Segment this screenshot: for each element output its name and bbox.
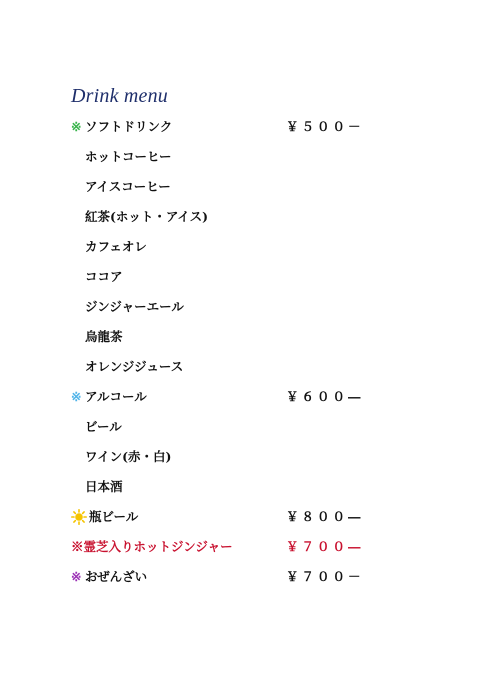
list-item	[0, 416, 495, 438]
list-item	[0, 236, 495, 258]
alcohol-item: ビール	[85, 419, 122, 434]
zenzai-row	[0, 566, 495, 588]
list-item	[0, 356, 495, 378]
ginger-row	[0, 536, 495, 558]
soft-drink-price: ￥５００－	[286, 119, 364, 134]
list-item	[0, 446, 495, 468]
soft-drink-item: 烏龍茶	[85, 329, 123, 344]
alcohol-mark: ※	[71, 389, 82, 404]
soft-drink-row	[0, 116, 495, 138]
menu-title: Drink menu	[71, 85, 168, 107]
ginger-label: ※霊芝入りホットジンジャー	[71, 539, 233, 554]
zenzai-mark: ※	[71, 569, 82, 584]
bottle-beer-price: ￥８００―	[286, 509, 364, 524]
list-item	[0, 476, 495, 498]
zenzai-price: ￥７００－	[286, 569, 364, 584]
sun-icon	[71, 509, 87, 525]
soft-drink-item: ジンジャーエール	[85, 299, 184, 314]
soft-drink-item: オレンジジュース	[85, 359, 184, 374]
list-item	[0, 326, 495, 348]
alcohol-price: ￥６００―	[286, 389, 364, 404]
list-item	[0, 206, 495, 228]
soft-drink-label: ソフトドリンク	[85, 119, 173, 134]
soft-drink-item: 紅茶(ホット・アイス)	[85, 209, 209, 224]
bottle-beer-row	[0, 506, 495, 528]
list-item	[0, 296, 495, 318]
alcohol-label: アルコール	[85, 389, 147, 404]
soft-drink-item: カフェオレ	[85, 239, 147, 254]
list-item	[0, 146, 495, 168]
alcohol-item: ワイン(赤・白)	[85, 449, 172, 464]
zenzai-label: おぜんざい	[85, 569, 148, 584]
soft-drink-item: アイスコーヒー	[85, 179, 171, 194]
soft-drink-mark: ※	[71, 119, 82, 134]
list-item	[0, 266, 495, 288]
alcohol-row	[0, 386, 495, 408]
bottle-beer-label: 瓶ビール	[89, 509, 139, 524]
ginger-price: ￥７００―	[286, 539, 364, 554]
soft-drink-item: ホットコーヒー	[85, 149, 172, 164]
list-item	[0, 176, 495, 198]
alcohol-item: 日本酒	[85, 479, 123, 494]
soft-drink-item: ココア	[85, 269, 123, 284]
